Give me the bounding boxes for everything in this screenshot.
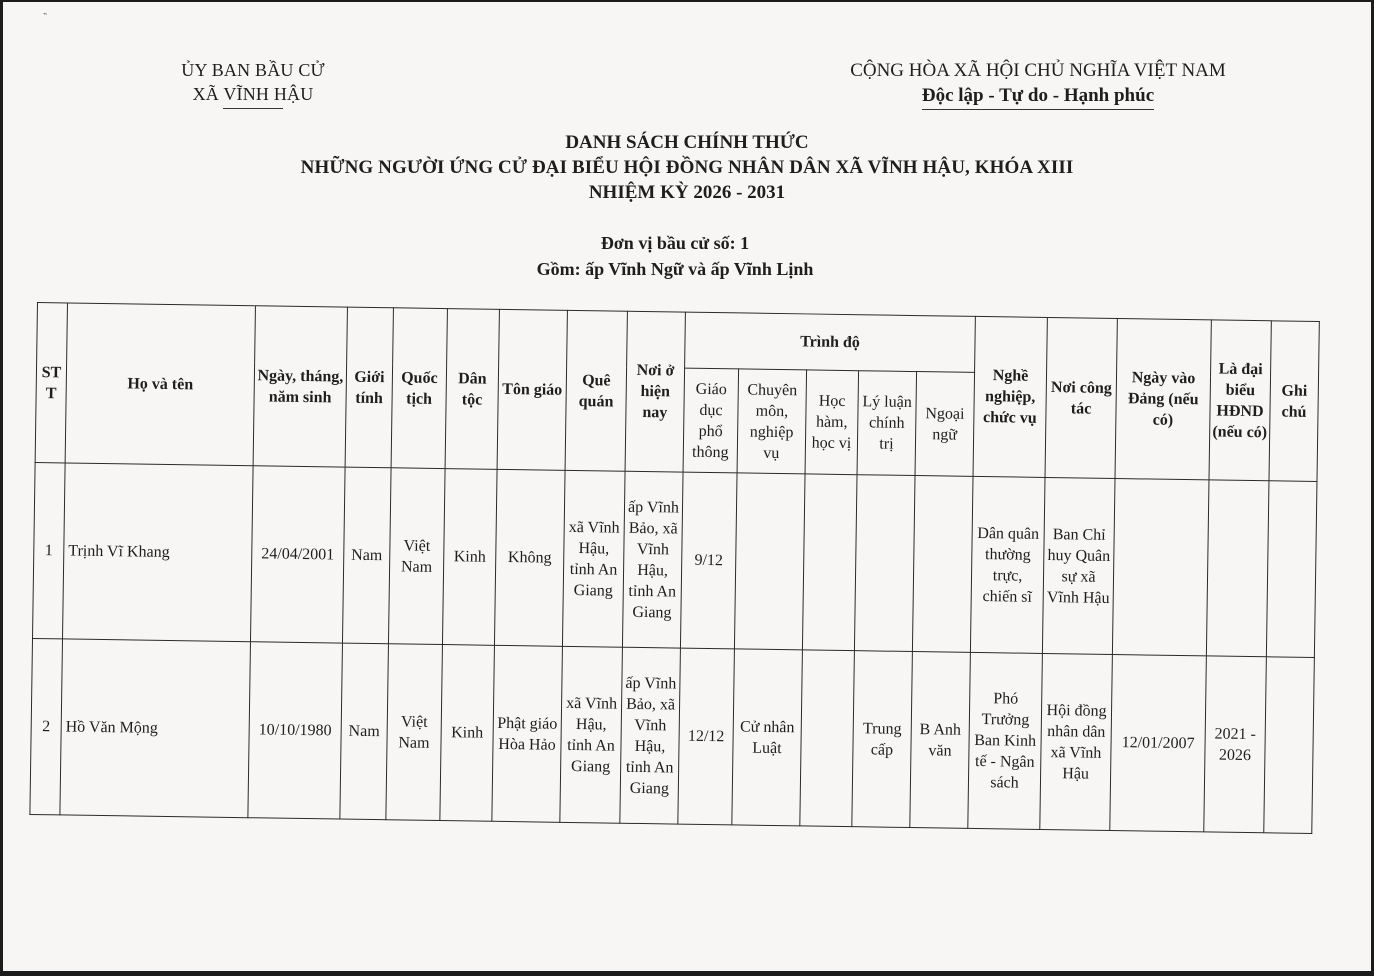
cell-occupation: Dân quân thường trực, chiến sĩ (970, 476, 1045, 653)
cell-gender: Nam (342, 467, 391, 644)
col-header-hometown: Quê quán (565, 310, 627, 471)
document-title (3, 130, 1371, 205)
cell-political: Trung cấp (852, 651, 913, 828)
candidate-table (29, 302, 1320, 834)
cell-ethnicity: Kinh (442, 469, 497, 646)
title-line1: DANH SÁCH CHÍNH THỨC (565, 132, 809, 153)
col-header-gender: Giới tính (345, 307, 393, 468)
cell-workplace: Hội đồng nhân dân xã Vĩnh Hậu (1040, 653, 1113, 830)
col-header-stt: STT (35, 303, 67, 463)
col-header-academic: Học hàm, học vị (805, 370, 859, 475)
cell-ethnicity: Kinh (440, 645, 495, 822)
col-header-specialty: Chuyên môn, nghiệp vụ (737, 369, 807, 474)
cell-name: Trịnh Vĩ Khang (63, 463, 254, 642)
col-header-residence: Nơi ở hiện nay (625, 311, 685, 472)
cell-workplace: Ban Chỉ huy Quân sự xã Vĩnh Hậu (1042, 477, 1115, 654)
cell-notes (1266, 481, 1317, 658)
cell-name: Hồ Văn Mộng (60, 639, 251, 818)
cell-specialty (734, 473, 805, 650)
cell-nationality: Việt Nam (386, 644, 443, 821)
cell-general-edu: 12/12 (678, 648, 735, 825)
cell-party-date: 12/01/2007 (1110, 654, 1207, 831)
col-header-name: Họ và tên (65, 303, 255, 466)
cell-council (1206, 480, 1269, 657)
cell-gender: Nam (340, 643, 389, 820)
cell-residence: ấp Vĩnh Bảo, xã Vĩnh Hậu, tỉnh An Giang (620, 647, 681, 824)
national-header (823, 58, 1253, 110)
col-header-nationality: Quốc tịch (391, 308, 447, 469)
cell-hometown: xã Vĩnh Hậu, tỉnh An Giang (560, 646, 623, 823)
col-header-dob: Ngày, tháng, năm sinh (253, 306, 347, 467)
unit-areas: Gồm: ấp Vĩnh Ngữ và ấp Vĩnh Lịnh (536, 259, 814, 279)
cell-dob: 24/04/2001 (250, 466, 345, 643)
cell-party-date (1112, 479, 1209, 656)
title-line3: NHIỆM KỲ 2026 - 2031 (588, 182, 786, 203)
col-header-workplace: Nơi công tác (1045, 317, 1117, 478)
cell-general-edu: 9/12 (680, 472, 737, 649)
unit-number: Đơn vị bầu cử số: 1 (600, 233, 750, 253)
national-motto: Độc lập - Tự do - Hạnh phúc (922, 83, 1154, 110)
cell-academic (800, 650, 855, 827)
cell-hometown: xã Vĩnh Hậu, tỉnh An Giang (562, 470, 625, 647)
national-title: CỘNG HÒA XÃ HỘI CHỦ NGHĨA VIỆT NAM (850, 60, 1226, 81)
issuer-header (163, 58, 343, 109)
cell-occupation: Phó Trưởng Ban Kinh tế - Ngân sách (968, 652, 1043, 829)
col-header-education-group: Trình độ (685, 312, 976, 372)
issuer-underline (223, 108, 283, 109)
issuer-line2: XÃ VĨNH HẬU (192, 84, 314, 104)
cell-language: B Anh văn (910, 652, 971, 829)
cell-religion: Không (494, 469, 565, 646)
cell-residence: ấp Vĩnh Bảo, xã Vĩnh Hậu, tỉnh An Giang (622, 471, 683, 648)
col-header-occupation: Nghề nghiệp, chức vụ (973, 316, 1047, 477)
cell-stt: 2 (30, 638, 63, 814)
cell-religion: Phật giáo Hòa Hảo (492, 645, 563, 822)
electoral-unit (3, 230, 1347, 282)
cell-dob: 10/10/1980 (248, 642, 343, 819)
cell-notes (1264, 657, 1315, 834)
candidate-table-wrap (29, 302, 1318, 833)
cell-academic (802, 474, 857, 651)
document-page (3, 2, 1371, 971)
col-header-party-date: Ngày vào Đảng (nếu có) (1115, 319, 1211, 480)
col-header-ethnicity: Dân tộc (445, 309, 499, 470)
col-header-political: Lý luận chính trị (857, 371, 917, 476)
col-header-language: Ngoại ngữ (915, 372, 975, 477)
col-header-notes: Ghi chú (1269, 321, 1319, 482)
cell-stt: 1 (33, 462, 66, 638)
issuer-line1: ỦY BAN BẦU CỬ (181, 60, 325, 80)
col-header-general-edu: Giáo dục phổ thông (683, 368, 739, 473)
cell-specialty: Cử nhân Luật (732, 649, 803, 826)
table-row (33, 462, 1318, 657)
cell-nationality: Việt Nam (388, 468, 445, 645)
cell-political (854, 475, 915, 652)
table-row (30, 638, 1315, 833)
title-line2: NHỮNG NGƯỜI ỨNG CỬ ĐẠI BIỂU HỘI ĐỒNG NHÂN DÂN XÃ VĨNH HẬU, KHÓA XIII (300, 157, 1074, 178)
col-header-religion: Tôn giáo (497, 309, 567, 470)
col-header-council: Là đại biểu HĐND (nếu có) (1209, 320, 1271, 481)
scan-artifact: ̃ ̈ (43, 12, 46, 23)
cell-council: 2021 - 2026 (1204, 656, 1267, 833)
cell-language (912, 476, 973, 653)
